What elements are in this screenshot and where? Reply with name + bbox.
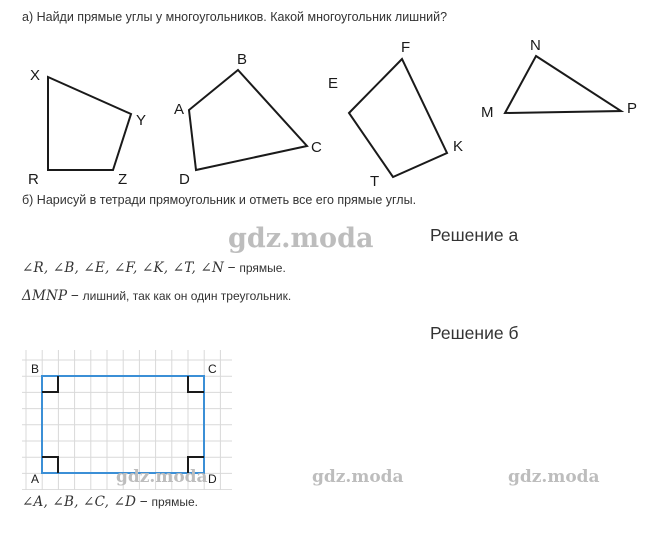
solution-b-line-text: прямые. bbox=[151, 495, 198, 509]
label-m: M bbox=[481, 104, 494, 121]
dash: − bbox=[136, 494, 152, 509]
pentagon-xyzr bbox=[48, 77, 131, 170]
grid-label-d: D bbox=[208, 472, 217, 486]
label-p: P bbox=[627, 100, 638, 117]
task-b-text: б) Нарисуй в тетради прямоугольник и отметь все его прямые углы. bbox=[22, 193, 417, 207]
label-x: X bbox=[30, 67, 41, 84]
dash: − bbox=[224, 260, 240, 275]
solution-a-line-1-text: прямые. bbox=[239, 261, 286, 275]
quadrilateral-abcd bbox=[189, 70, 307, 170]
label-t: T bbox=[370, 173, 380, 190]
watermark-small-2: gdz.moda bbox=[312, 467, 404, 487]
task-a-text: а) Найди прямые углы у многоугольников. Какой многоугольник лишний? bbox=[22, 10, 448, 24]
solution-a-line-1 bbox=[22, 260, 286, 276]
solution-a-heading: Решение а bbox=[430, 225, 519, 245]
watermark-small-3: gdz.moda bbox=[508, 467, 600, 487]
label-z: Z bbox=[118, 171, 128, 188]
label-r: R bbox=[28, 171, 39, 188]
watermark-large: gdz.moda bbox=[228, 223, 374, 254]
solution-b-line bbox=[22, 494, 198, 510]
angles-list-b: ∠A, ∠B, ∠C, ∠D bbox=[22, 494, 137, 510]
angles-list: ∠R, ∠B, ∠E, ∠F, ∠K, ∠T, ∠N bbox=[22, 260, 224, 276]
label-c: C bbox=[311, 139, 322, 156]
triangle-mnp bbox=[505, 56, 621, 113]
grid-label-b: B bbox=[31, 362, 40, 376]
label-y: Y bbox=[136, 112, 147, 129]
watermark-small-1: gdz.moda bbox=[116, 467, 208, 487]
triangle-name: ΔMNP bbox=[22, 288, 68, 304]
label-n: N bbox=[530, 37, 541, 54]
label-b: B bbox=[237, 51, 248, 68]
right-angle-mark-b bbox=[42, 376, 58, 392]
rectangle-efkt bbox=[349, 59, 447, 177]
solution-a-line-2 bbox=[22, 288, 291, 304]
polygons-figure bbox=[0, 30, 656, 190]
dash: − bbox=[67, 288, 83, 303]
solution-a-line-2-text: лишний, так как он один треугольник. bbox=[82, 289, 292, 303]
label-e: E bbox=[328, 75, 339, 92]
label-k: K bbox=[453, 138, 464, 155]
label-f: F bbox=[401, 39, 411, 56]
label-d: D bbox=[179, 171, 190, 188]
right-angle-mark-c bbox=[188, 376, 204, 392]
grid-label-a: A bbox=[31, 472, 40, 486]
grid-label-c: C bbox=[208, 362, 217, 376]
solution-b-heading: Решение б bbox=[430, 323, 519, 343]
right-angle-mark-a bbox=[42, 457, 58, 473]
label-a: A bbox=[174, 101, 185, 118]
